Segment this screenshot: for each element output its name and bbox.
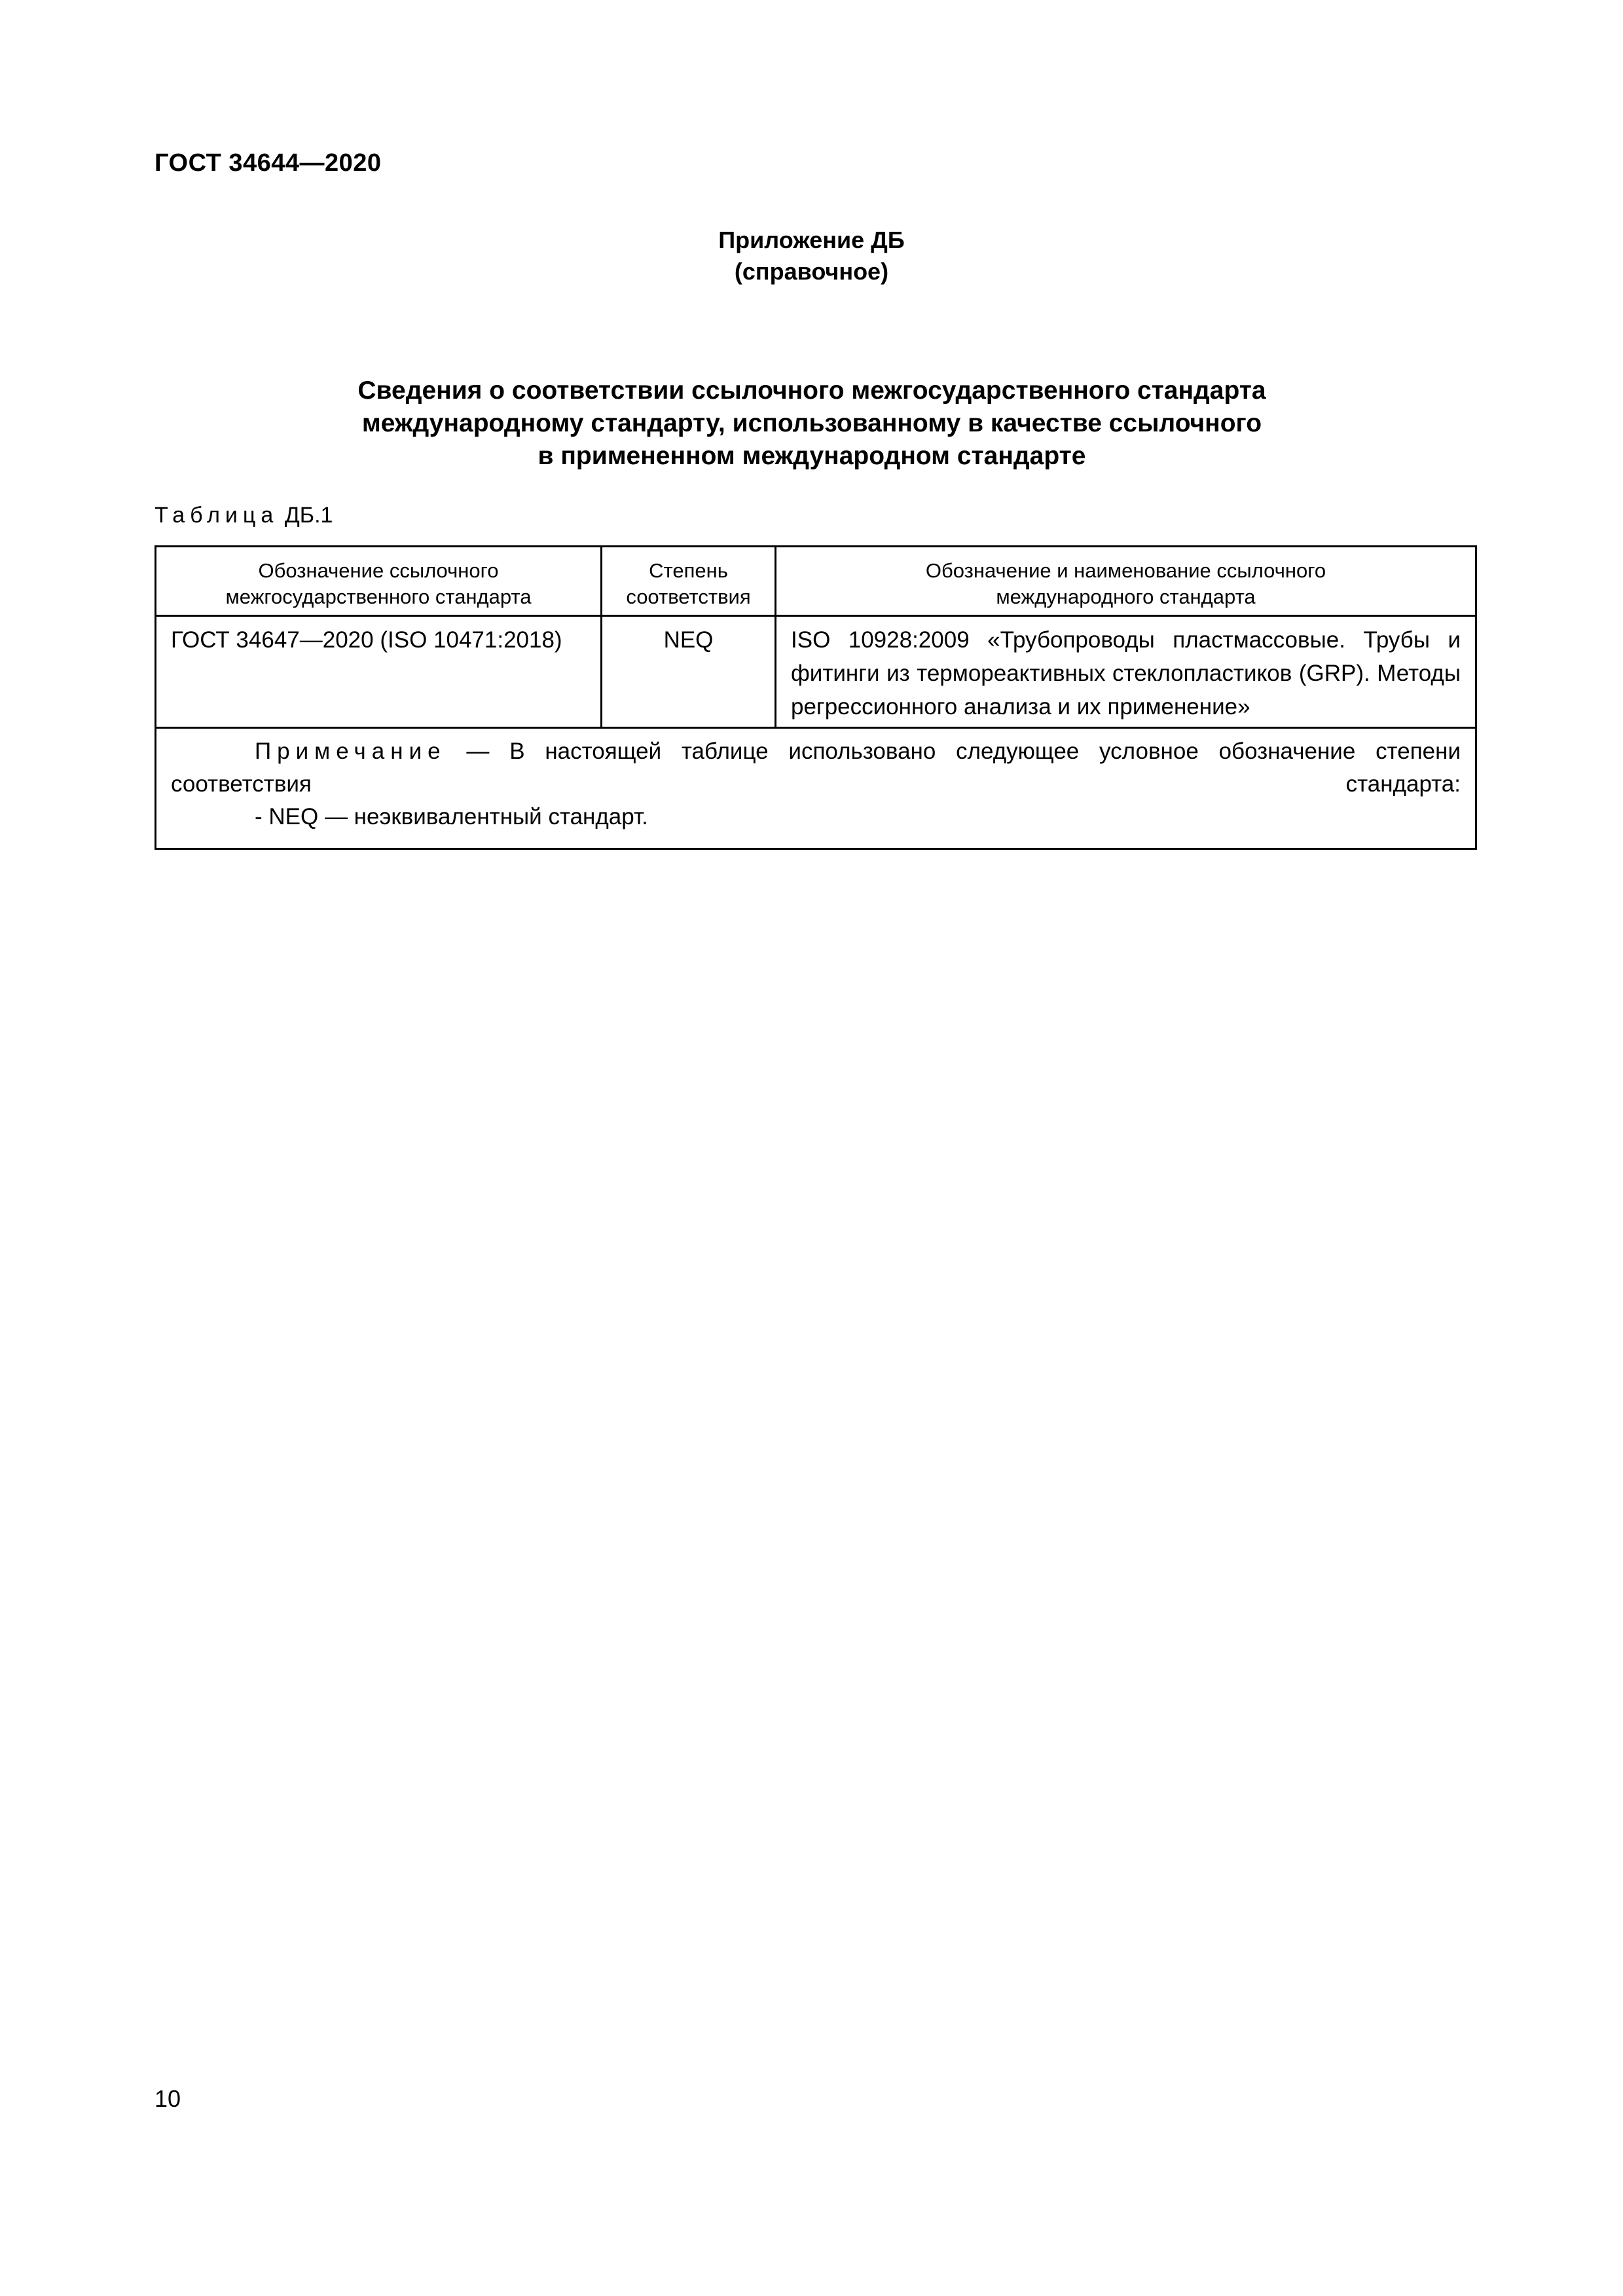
note-label: Примечание	[255, 738, 447, 764]
table-header-row	[156, 547, 1476, 616]
note-text	[171, 735, 1461, 801]
heading-line: Сведения о соответствии ссылочного межгосударственного стандарта	[357, 376, 1266, 405]
table-note	[156, 728, 1476, 849]
table-label-prefix: Таблица	[155, 503, 279, 528]
section-heading	[196, 374, 1427, 473]
page-number: 10	[155, 2085, 181, 2112]
table-label-number: ДБ.1	[284, 503, 333, 528]
table-row	[156, 616, 1476, 728]
correspondence-table	[155, 545, 1477, 850]
appendix-title: Приложение ДБ	[718, 227, 905, 253]
column-header-interstate	[156, 547, 602, 616]
column-header-degree	[602, 547, 776, 616]
appendix-subtitle: (справочное)	[734, 258, 889, 285]
cell-international-standard	[776, 616, 1476, 728]
heading-line: в примененном международном стандарте	[538, 442, 1086, 470]
cell-degree: NEQ	[602, 616, 776, 728]
header-line: Степень	[649, 559, 728, 582]
note-item: - NEQ — неэквивалентный стандарт.	[255, 804, 648, 829]
header-line: международного стандарта	[996, 585, 1256, 608]
note-body: — В настоящей таблице использовано следующее условное обозначение степени соответствия стандарта:	[171, 738, 1461, 797]
header-line: Обозначение ссылочного	[258, 559, 499, 582]
header-line: Обозначение и наименование ссылочного	[925, 559, 1326, 582]
header-line: межгосударственного стандарта	[225, 585, 532, 608]
document-id: ГОСТ 34644—2020	[155, 149, 382, 177]
table-note-row	[156, 728, 1476, 849]
column-header-international	[776, 547, 1476, 616]
table-label	[155, 503, 333, 528]
heading-line: международному стандарту, использованному в качестве ссылочного	[361, 409, 1262, 437]
header-line: соответствия	[626, 585, 751, 608]
cell-interstate-standard: ГОСТ 34647—2020 (ISO 10471:2018)	[156, 616, 602, 728]
international-text: ISO 10928:2009 «Трубопроводы пластмассовые. Трубы и фитинги из термореактивных стеклопластиков (GRP). Методы регрессионного анализа и их применение»	[791, 627, 1461, 720]
